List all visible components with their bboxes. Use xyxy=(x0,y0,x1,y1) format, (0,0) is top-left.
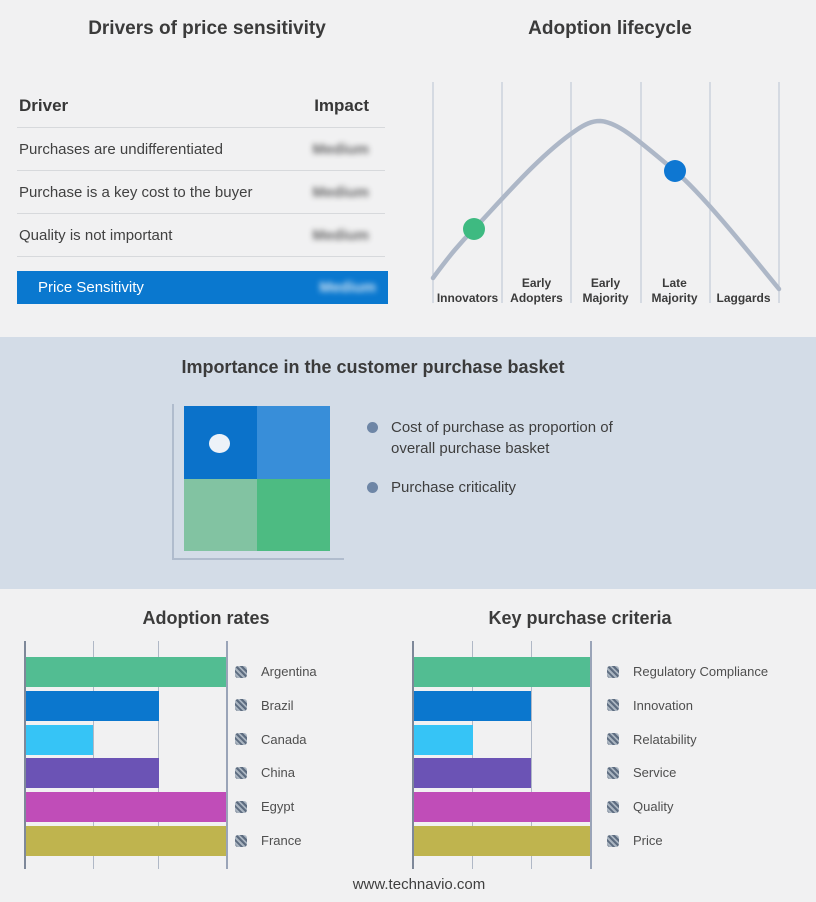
stage-label: Late Majority xyxy=(651,276,698,305)
legend-item xyxy=(235,765,295,780)
bar-egypt xyxy=(26,792,226,822)
legend-hatch-swatch xyxy=(607,733,619,745)
table-header-row xyxy=(17,92,385,128)
quadrant-x-axis xyxy=(172,558,344,560)
driver-cell: Purchases are undifferentiated xyxy=(19,140,224,158)
bar-brazil xyxy=(26,691,159,721)
driver-cell: Quality is not important xyxy=(19,226,173,244)
legend-hatch-swatch xyxy=(607,767,619,779)
legend-hatch-swatch xyxy=(607,835,619,847)
legend-item xyxy=(235,799,294,814)
quadrant-matrix xyxy=(184,406,330,551)
chart-gridline xyxy=(226,641,228,869)
legend-hatch-swatch xyxy=(235,733,247,745)
price-sensitivity-summary-row xyxy=(17,271,388,304)
summary-row-impact-value: Medium xyxy=(319,279,376,296)
bell-curve xyxy=(433,121,779,289)
quadrant-y-axis xyxy=(172,404,174,560)
legend-label: Quality xyxy=(633,799,674,815)
bar-price xyxy=(414,826,590,856)
purchase-basket-title: Importance in the customer purchase basket xyxy=(181,357,565,377)
table-row xyxy=(17,171,385,214)
bar-china xyxy=(26,758,159,788)
stage-label: Early Adopters xyxy=(510,276,563,305)
purchase-basket-bullet-list xyxy=(366,417,634,498)
table-row xyxy=(17,128,385,171)
bar-quality xyxy=(414,792,590,822)
quadrant-marker-dot xyxy=(209,434,230,453)
bar-regulatory-compliance xyxy=(414,657,590,687)
legend-item xyxy=(235,698,294,713)
driver-cell: Purchase is a key cost to the buyer xyxy=(19,183,253,201)
bar-relatability xyxy=(414,725,473,755)
legend-label: Regulatory Compliance xyxy=(633,664,769,679)
drivers-panel-title: Drivers of price sensitivity xyxy=(88,18,326,39)
legend-hatch-swatch xyxy=(607,666,619,678)
stage-label: Laggards xyxy=(716,291,771,305)
legend-hatch-swatch xyxy=(235,767,247,779)
legend-label: China xyxy=(261,765,295,781)
legend-label: Egypt xyxy=(261,799,295,815)
adoption-rates-title: Adoption rates xyxy=(142,608,270,628)
stage-label: Innovators xyxy=(436,291,499,305)
legend-item xyxy=(235,732,307,747)
stage-label: Early Majority xyxy=(582,276,629,305)
drivers-table xyxy=(17,92,385,304)
legend-item xyxy=(235,664,317,679)
key-purchase-criteria-title: Key purchase criteria xyxy=(488,608,672,628)
legend-hatch-swatch xyxy=(235,666,247,678)
chart-gridline xyxy=(590,641,592,869)
bar-france xyxy=(26,826,226,856)
quadrant-cell-3 xyxy=(257,479,330,552)
legend-label: France xyxy=(261,833,302,848)
footer-url: www.technavio.com xyxy=(352,876,486,893)
legend-item xyxy=(607,698,693,713)
lifecycle-panel-title: Adoption lifecycle xyxy=(528,18,692,39)
legend-item xyxy=(607,833,663,848)
impact-cell: Medium xyxy=(312,140,369,158)
column-header-driver: Driver xyxy=(19,96,69,115)
early-stage-dot xyxy=(463,218,485,240)
legend-hatch-swatch xyxy=(235,801,247,813)
late-stage-dot xyxy=(664,160,686,182)
bar-service xyxy=(414,758,531,788)
legend-item xyxy=(235,833,301,848)
legend-hatch-swatch xyxy=(607,801,619,813)
legend-item xyxy=(607,799,673,814)
bottom-charts-section xyxy=(0,589,816,902)
legend-label: Brazil xyxy=(261,697,294,713)
legend-label: Argentina xyxy=(261,664,317,679)
legend-label: Canada xyxy=(261,731,307,747)
legend-item xyxy=(607,664,768,679)
legend-label: Relatability xyxy=(633,731,697,747)
bar-argentina xyxy=(26,657,226,687)
legend-label: Service xyxy=(633,765,677,781)
quadrant-cell-1 xyxy=(257,406,330,479)
bar-innovation xyxy=(414,691,531,721)
legend-hatch-swatch xyxy=(607,699,619,711)
lifecycle-stage-labels xyxy=(433,270,778,306)
column-header-impact: Impact xyxy=(314,96,369,115)
legend-item xyxy=(607,765,676,780)
legend-hatch-swatch xyxy=(235,699,247,711)
impact-cell: Medium xyxy=(312,226,369,244)
table-body xyxy=(17,128,385,257)
table-row xyxy=(17,214,385,257)
legend-item xyxy=(607,732,697,747)
legend-hatch-swatch xyxy=(235,835,247,847)
bullet-item: Purchase criticality xyxy=(366,477,641,498)
quadrant-cell-2 xyxy=(184,479,257,552)
legend-label: Innovation xyxy=(633,697,693,713)
legend-label: Price xyxy=(633,833,663,848)
summary-row-label: Price Sensitivity xyxy=(38,279,144,296)
bar-canada xyxy=(26,725,93,755)
bullet-item: Cost of purchase as proportion of overall purchase basket xyxy=(366,417,641,459)
impact-cell: Medium xyxy=(312,183,369,201)
